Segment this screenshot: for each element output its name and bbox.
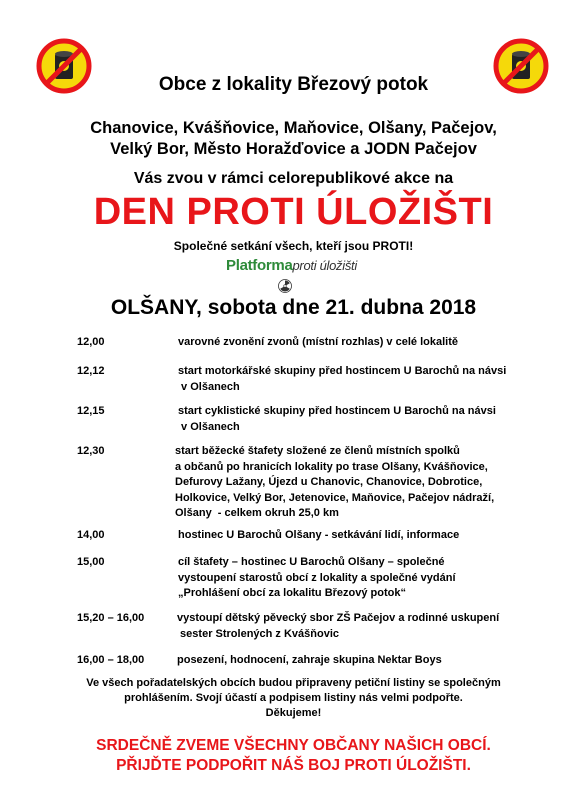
invite-line: Vás zvou v rámci celorepublikové akce na <box>133 170 454 187</box>
schedule-desc: start běžecké štafety složené ze členů místních spolků a občanů po hranicích lokality po trase Olšany, Kvášňovice, Defurovy Lažany, Újezd u Chanovic, Chanovice, Dobrotice, Holkovice, Velký Bor, Jetenovice, Maňovice, Pačejov nádraží, Olšany - celkem okruh 25,0 km <box>175 445 495 520</box>
schedule-desc: cíl štafety – hostinec U Barochů Olšany – společné vystoupení starostů obcí z lokality a společné vydání „Prohlášení obcí za lokalitu Březový potok“ <box>178 556 456 600</box>
schedule-desc: start motorkářské skupiny před hostincem U Barochů na návsi v Olšanech <box>178 365 507 393</box>
schedule-time: 12,15 <box>77 405 105 417</box>
schedule-time: 14,00 <box>77 529 105 541</box>
schedule-time: 16,00 – 18,00 <box>77 654 145 666</box>
villages-line-1: Chanovice, Kvášňovice, Maňovice, Olšany, Pačejov, <box>90 119 497 137</box>
event-date: OLŠANY, sobota dne 21. dubna 2018 <box>110 296 477 319</box>
schedule-desc: posezení, hodnocení, zahraje skupina Nektar Boys <box>177 654 442 666</box>
schedule-time: 12,12 <box>77 365 105 377</box>
villages-line-2: Velký Bor, Město Horažďovice a JODN Pačejov <box>110 140 477 158</box>
schedule-time: 12,00 <box>77 336 105 348</box>
schedule-desc: start cyklistické skupiny před hostincem U Barochů na návsi v Olšanech <box>178 405 496 433</box>
closing-line-2: PŘIJĎTE PODPOŘIT NÁŠ BOJ PROTI ÚLOŽIŠTI. <box>116 757 471 774</box>
closing-line-1: SRDEČNĚ ZVEME VŠECHNY OBČANY NAŠICH OBCÍ. <box>96 737 491 754</box>
platform-rest: proti úložišti <box>292 258 357 273</box>
radiation-icon <box>278 279 292 293</box>
schedule-desc: vystoupí dětský pěvecký sbor ZŠ Pačejov a rodinné uskupení sester Strolených z Kvášňovic <box>177 612 500 640</box>
petition-note: Ve všech pořadatelských obcích budou připraveny petiční listiny se společným prohlášením. Svojí účastí a podpisem listiny nás velmi podpořte. Děkujeme! <box>86 677 501 719</box>
schedule-desc: hostinec U Barochů Olšany - setkávání lidí, informace <box>178 529 460 541</box>
event-subline: Společné setkání všech, kteří jsou PROTI! <box>173 239 414 253</box>
platform-logo <box>226 257 366 297</box>
schedule-desc: varovné zvonění zvonů (místní rozhlas) v celé lokalitě <box>178 336 458 348</box>
schedule-time: 12,30 <box>77 445 105 457</box>
page-title: Obce z lokality Březový potok <box>158 74 429 95</box>
platform-brand: Platforma <box>226 257 293 274</box>
schedule-time: 15,00 <box>77 556 105 568</box>
event-headline: DEN PROTI ÚLOŽIŠTI <box>93 191 494 233</box>
schedule-time: 15,20 – 16,00 <box>77 612 145 624</box>
